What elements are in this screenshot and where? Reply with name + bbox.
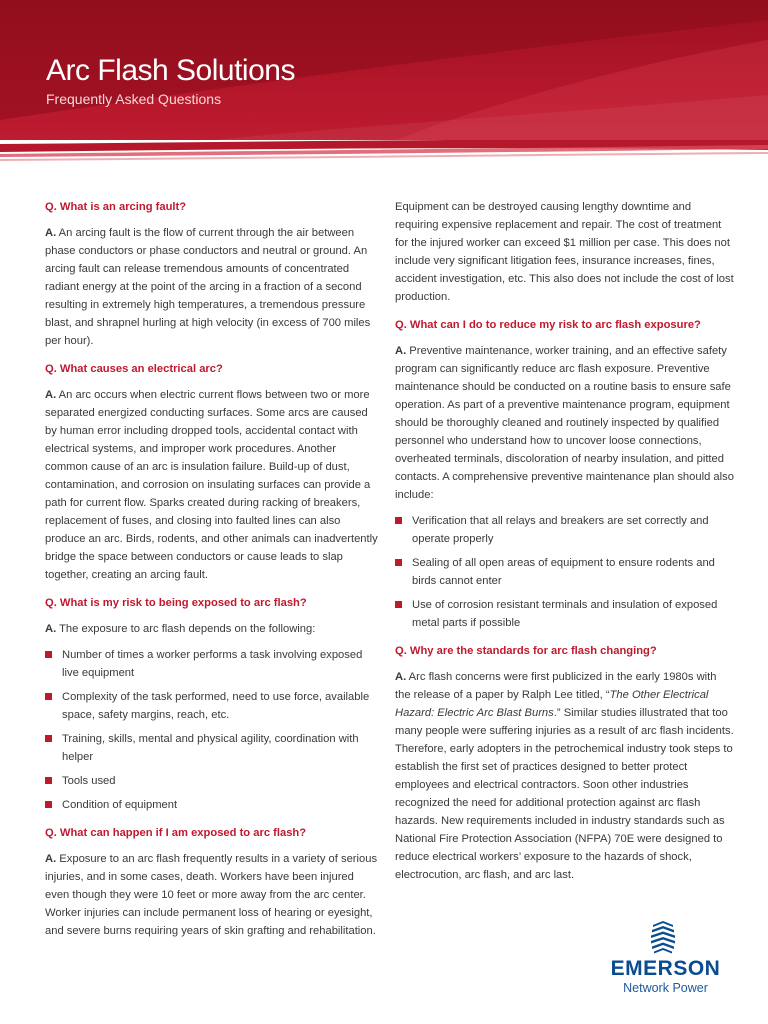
list-item-text: Use of corrosion resistant terminals and insulation of exposed metal parts if possible — [412, 599, 718, 629]
answer-label: A. — [395, 671, 407, 683]
answer-label: A. — [395, 345, 407, 357]
bullet-square-icon — [45, 651, 52, 658]
left-column — [45, 198, 380, 948]
answer-text: An arcing fault is the flow of current through the air between phase conductors or phase conductors and neutral or ground. An arcing fault can release tremendous amounts of concentrated radiant energy at the point of the arcing in a fraction of a second resulting in extremely high temperatures, a tremendous pressure blast, and shrapnel hurling at high velocity (in excess of 700 miles per hour). — [45, 227, 371, 347]
question-heading: Q. What can happen if I am exposed to arc flash? — [45, 827, 307, 839]
answer-text: Arc flash concerns were first publicized in the early 1980s with the release of a paper by Ralph Lee titled, “ — [395, 671, 717, 701]
page-title: Arc Flash Solutions — [46, 54, 295, 87]
answer-label: A. — [45, 389, 57, 401]
answer-text: Exposure to an arc flash frequently results in a variety of serious injuries, and in some cases, death. Workers have been injured even though they were 10 feet or more away from the arc center. Worker injuries can include permanent loss of hearing or eyesight, and severe burns requiring years of skin grafting and rehabilitation. — [45, 853, 378, 937]
bullet-list — [45, 646, 380, 814]
bullet-square-icon — [45, 801, 52, 808]
question-heading: Q. What can I do to reduce my risk to arc flash exposure? — [395, 319, 701, 331]
logo-tagline: Network Power — [623, 981, 708, 995]
bullet-square-icon — [45, 777, 52, 784]
right-column — [395, 198, 735, 892]
emerson-globe-icon — [650, 920, 676, 956]
question-heading: Q. What is my risk to being exposed to arc flash? — [45, 597, 307, 609]
answer-paragraph — [395, 342, 735, 504]
answer-paragraph — [395, 668, 735, 884]
emerson-logo — [598, 920, 733, 1000]
list-item-text: Tools used — [62, 775, 116, 787]
list-item — [45, 730, 380, 766]
paper-title: The Other Electrical Hazard: Electric Arc Blast Burns — [395, 689, 709, 719]
answer-text: The exposure to arc flash depends on the following: — [56, 623, 316, 635]
list-item — [395, 512, 735, 548]
logo-wordmark: EMERSON — [610, 957, 721, 980]
page-subtitle: Frequently Asked Questions — [46, 91, 222, 107]
answer-paragraph — [45, 386, 380, 584]
list-item — [45, 646, 380, 682]
bullet-square-icon — [395, 559, 402, 566]
answer-label: A. — [45, 853, 57, 865]
list-item-text: Sealing of all open areas of equipment to ensure rodents and birds cannot enter — [412, 557, 715, 587]
list-item-text: Verification that all relays and breakers are set correctly and operate properly — [412, 515, 709, 545]
bullet-square-icon — [395, 601, 402, 608]
list-item — [45, 688, 380, 724]
list-item-text: Number of times a worker performs a task involving exposed live equipment — [62, 649, 363, 679]
question-heading: Q. What causes an electrical arc? — [45, 363, 223, 375]
list-item — [395, 554, 735, 590]
bullet-square-icon — [395, 517, 402, 524]
header-banner — [0, 0, 768, 168]
answer-label: A. — [45, 623, 57, 635]
list-item — [45, 796, 380, 814]
list-item — [45, 772, 380, 790]
answer-paragraph — [45, 620, 380, 638]
list-item-text: Complexity of the task performed, need to use force, available space, safety margins, reach, etc. — [62, 691, 370, 721]
answer-text: .” Similar studies illustrated that too many people were suffering injuries as a result of arc flash incidents. Therefore, early adopters in the petrochemical industry took steps to establish the first set of practices designed to better protect employees and electrical contractors. Soon other industries recognized the need for additional protection against arc flash hazards. New requirements included in industry standards such as National Fire Protection Association (NFPA) 70E were designed to reduce electrical workers’ exposure to the hazards of shock, electrocution, arc flash, and arc last. — [395, 707, 734, 881]
bullet-square-icon — [45, 735, 52, 742]
header-stripes-graphic — [0, 140, 768, 168]
question-heading: Q. What is an arcing fault? — [45, 201, 187, 213]
answer-paragraph — [45, 850, 380, 940]
list-item — [395, 596, 735, 632]
answer-text: Preventive maintenance, worker training, and an effective safety program can significantly reduce arc flash exposure. Preventive maintenance should be conducted on a routine basis to ensure safe operation. As part of a preventive maintenance program, equipment should be thoroughly cleaned and routinely inspected by qualified personnel who understand how to uncover loose connections, overheated terminals, discoloration of nearby insulation, and pitted contacts. A comprehensive preventive maintenance plan should also include: — [395, 345, 734, 501]
bullet-square-icon — [45, 693, 52, 700]
question-heading: Q. Why are the standards for arc flash changing? — [395, 645, 657, 657]
list-item-text: Condition of equipment — [62, 799, 178, 811]
bullet-list — [395, 512, 735, 632]
answer-label: A. — [45, 227, 57, 239]
list-item-text: Training, skills, mental and physical agility, coordination with helper — [62, 733, 359, 763]
answer-text: An arc occurs when electric current flows between two or more separated energized conducting surfaces. Some arcs are caused by human error including dropped tools, accidental contact with electrical systems, and improper work procedures. Another common cause of an arc is insulation failure. Build-up of dust, contamination, and corrosion on insulating surfaces can provide a path for current flow. Sparks created during racking of breakers, replacement of fuses, and closing into faulted lines can also produce an arc. Birds, rodents, and other animals can inadvertently bridge the space between conductors or cause leads to slap together, creating an arcing fault. — [45, 389, 378, 581]
answer-paragraph — [45, 224, 380, 350]
continued-paragraph: Equipment can be destroyed causing lengthy downtime and requiring expensive replacement and repair. The cost of treatment for the injured worker can exceed $1 million per case. This does not include very significant litigation fees, insurance increases, fines, accident investigation, etc. This also does not include the cost of lost production. — [395, 201, 734, 303]
